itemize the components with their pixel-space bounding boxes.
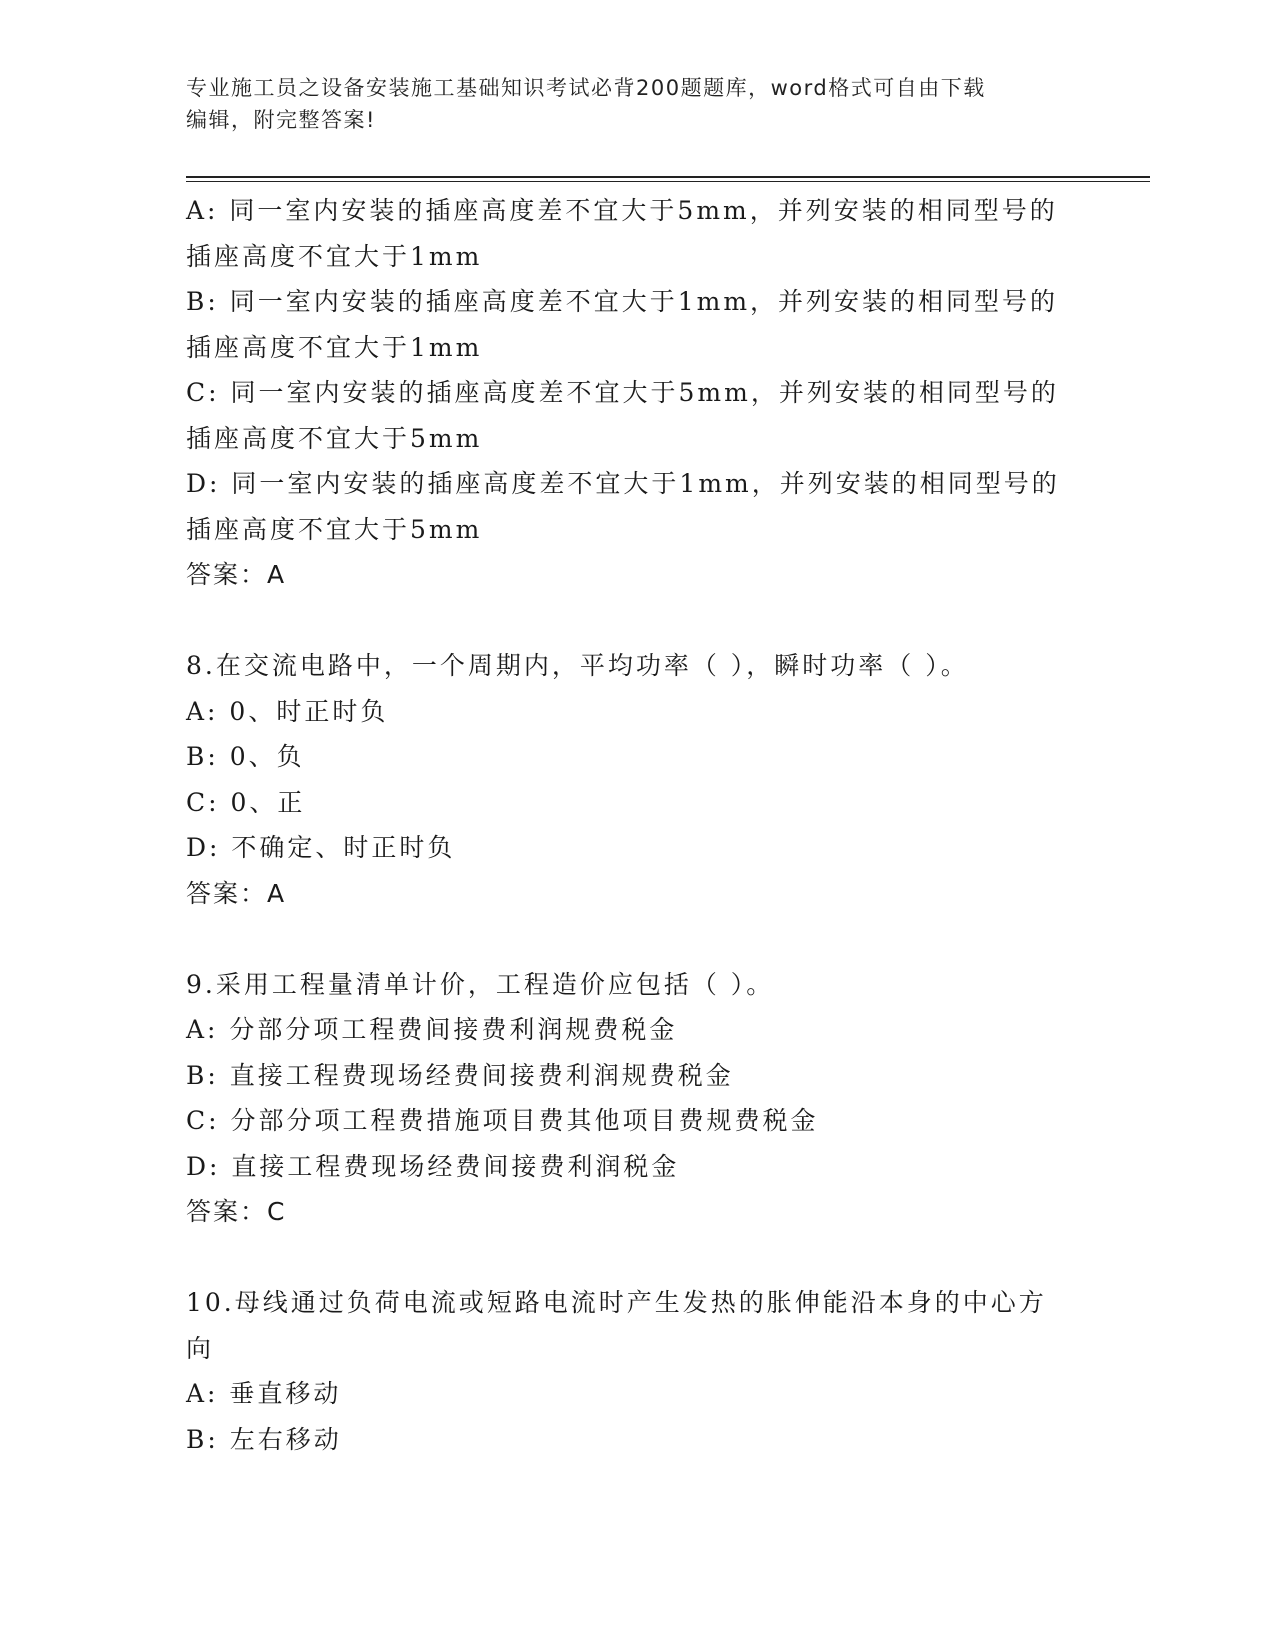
option-d-line-2: 插座高度不宜大于5mm [186, 514, 483, 544]
option-b: B: 0、负 [186, 742, 305, 771]
question-9-block [186, 962, 1086, 1235]
option-d-line-1: D: 同一室内安装的插座高度差不宜大于1mm，并列安装的相同型号的 [186, 469, 1060, 498]
option-b-line-2: 插座高度不宜大于1mm [186, 332, 483, 362]
document-header [186, 72, 1066, 136]
header-title-line-1: 专业施工员之设备安装施工基础知识考试必背200题题库，word格式可自由下载 [186, 76, 986, 100]
question-7-block [186, 188, 1086, 598]
header-divider-thick [186, 176, 1150, 178]
option-c-line-2: 插座高度不宜大于5mm [186, 423, 483, 453]
option-a: A: 垂直移动 [186, 1379, 342, 1408]
option-b-line-1: B: 同一室内安装的插座高度差不宜大于1mm，并列安装的相同型号的 [186, 287, 1059, 316]
option-a-line-2: 插座高度不宜大于1mm [186, 241, 483, 271]
question-text-line-2: 向 [186, 1333, 215, 1363]
question-text-line-1: 10.母线通过负荷电流或短路电流时产生发热的胀伸能沿本身的中心方 [186, 1288, 1047, 1317]
spacer [186, 916, 1086, 962]
option-c: C: 0、正 [186, 787, 306, 817]
option-a: A: 分部分项工程费间接费利润规费税金 [186, 1015, 678, 1044]
question-text: 9.采用工程量清单计价，工程造价应包括（ ）。 [186, 969, 775, 999]
answer-line: 答案：A [186, 878, 287, 908]
header-title-line-2: 编辑，附完整答案! [186, 108, 376, 132]
option-a: A: 0、时正时负 [186, 696, 389, 726]
option-c-line-1: C: 同一室内安装的插座高度差不宜大于5mm，并列安装的相同型号的 [186, 378, 1059, 407]
spacer [186, 598, 1086, 644]
header-divider-thin [186, 181, 1150, 182]
option-a-line-1: A: 同一室内安装的插座高度差不宜大于5mm，并列安装的相同型号的 [186, 196, 1058, 225]
question-8-block [186, 643, 1086, 916]
option-b: B: 左右移动 [186, 1424, 342, 1454]
option-b: B: 直接工程费现场经费间接费利润规费税金 [186, 1060, 734, 1090]
option-c: C: 分部分项工程费措施项目费其他项目费规费税金 [186, 1106, 819, 1135]
option-d: D: 不确定、时正时负 [186, 833, 456, 862]
answer-line: 答案：C [186, 1197, 287, 1226]
answer-line: 答案：A [186, 560, 287, 589]
spacer [186, 1235, 1086, 1281]
question-content [186, 188, 1086, 1462]
option-d: D: 直接工程费现场经费间接费利润税金 [186, 1151, 680, 1181]
question-text: 8.在交流电路中，一个周期内，平均功率（ ），瞬时功率（ ）。 [186, 651, 969, 680]
question-10-block [186, 1280, 1086, 1462]
